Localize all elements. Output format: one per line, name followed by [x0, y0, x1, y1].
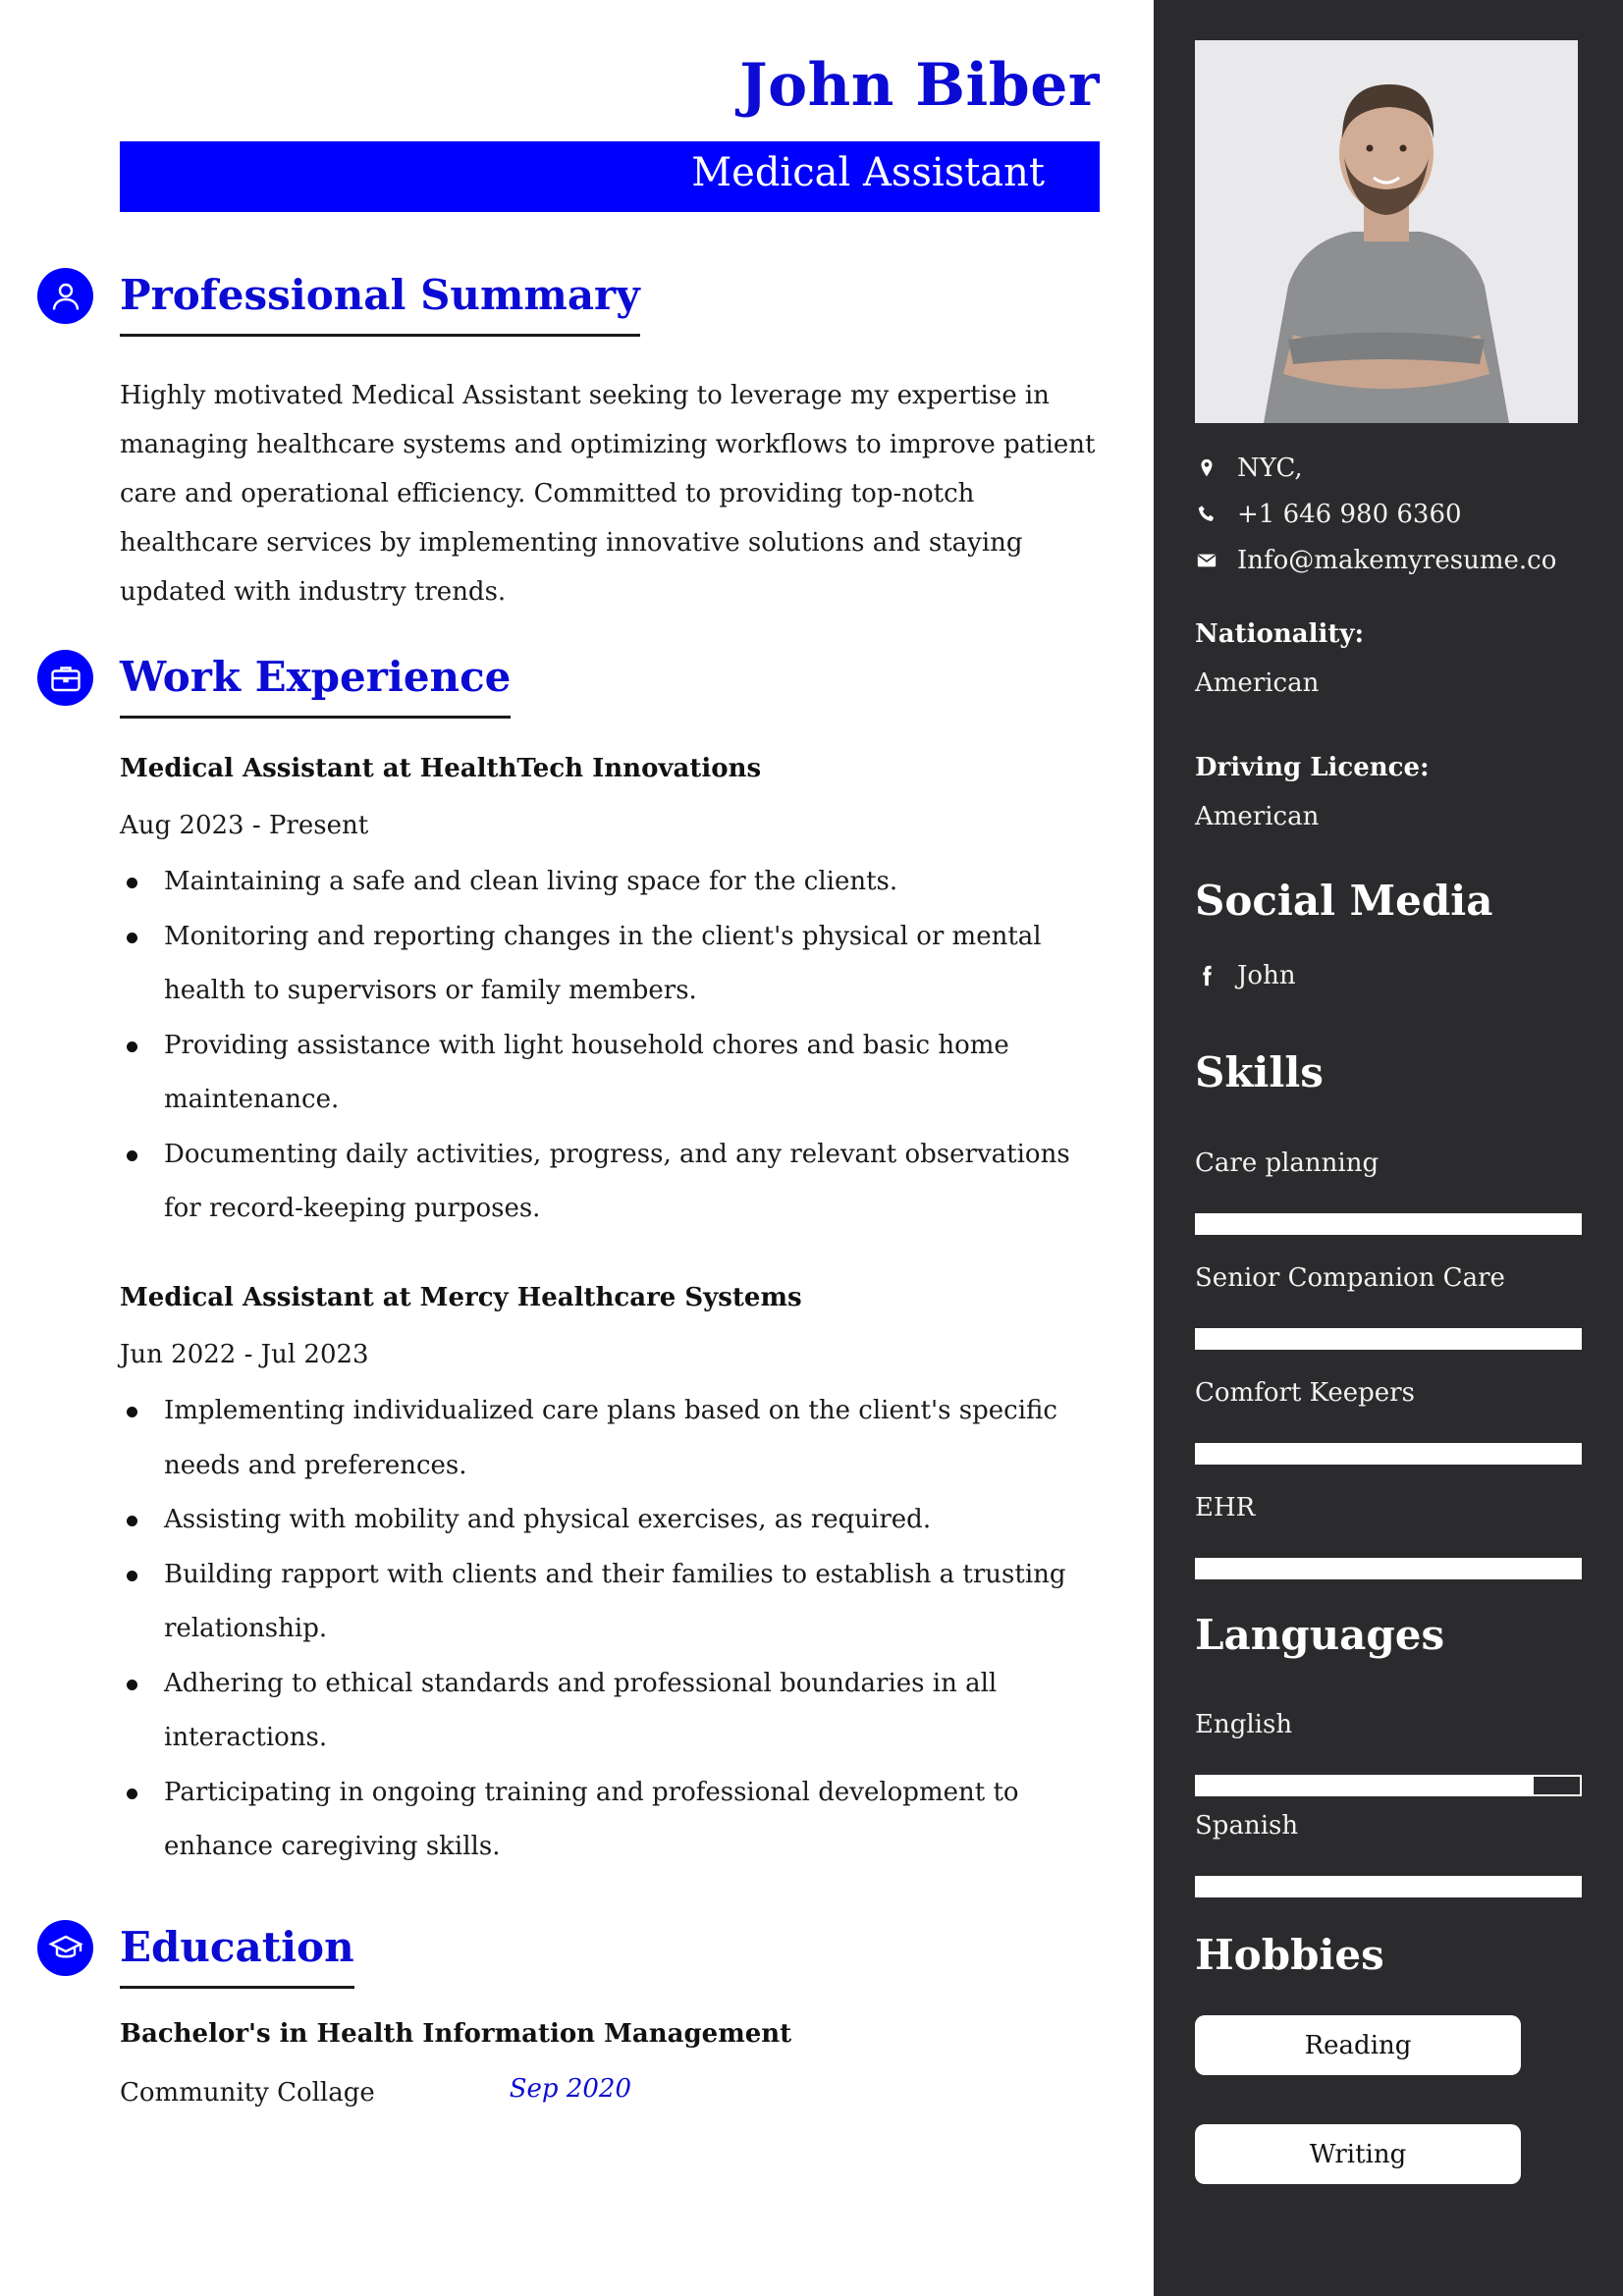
job-date: Jun 2022 - Jul 2023 — [120, 1340, 369, 1369]
role-title: Medical Assistant — [691, 150, 1045, 195]
list-item: Building rapport with clients and their families to establish a trusting relationship. — [120, 1548, 1111, 1657]
sidebar — [1154, 0, 1623, 2296]
hobby-chip: Reading — [1195, 2015, 1521, 2075]
contact-phone — [1195, 500, 1462, 529]
nationality-value: American — [1195, 668, 1320, 698]
list-item: Maintaining a safe and clean living space for the clients. — [120, 855, 1111, 910]
skill-bar-fill — [1197, 1215, 1580, 1233]
skill-name: Senior Companion Care — [1195, 1263, 1505, 1293]
skill-bar — [1195, 1443, 1582, 1465]
list-item: Monitoring and reporting changes in the client's physical or mental health to supervisors or family members. — [120, 910, 1111, 1019]
email-link[interactable]: Info@makemyresume.co — [1237, 546, 1557, 575]
graduation-cap-icon — [37, 1920, 93, 1976]
list-item: Documenting daily activities, progress, and any relevant observations for record-keeping purposes. — [120, 1128, 1111, 1237]
education-degree: Bachelor's in Health Information Management — [120, 2019, 792, 2049]
job-bullets — [120, 855, 1111, 1237]
hobby-chip: Writing — [1195, 2124, 1521, 2184]
language-bar — [1195, 1775, 1582, 1796]
social-link-facebook[interactable] — [1195, 961, 1296, 990]
list-item: Implementing individualized care plans based on the client's specific needs and preferences. — [120, 1384, 1111, 1493]
list-item: Adhering to ethical standards and professional boundaries in all interactions. — [120, 1657, 1111, 1766]
skill-bar-fill — [1197, 1330, 1580, 1348]
skill-name: EHR — [1195, 1493, 1256, 1522]
education-school: Community Collage — [120, 2078, 375, 2108]
location-text: NYC, — [1237, 454, 1303, 483]
skill-name: Comfort Keepers — [1195, 1378, 1415, 1408]
skill-bar — [1195, 1213, 1582, 1235]
phone-icon — [1195, 503, 1218, 526]
skill-bar — [1195, 1558, 1582, 1579]
skill-bar-fill — [1197, 1560, 1580, 1577]
candidate-name: John Biber — [739, 51, 1100, 120]
work-heading: Work Experience — [120, 653, 511, 719]
licence-label: Driving Licence: — [1195, 753, 1430, 782]
profile-photo — [1195, 40, 1578, 423]
job-title: Medical Assistant at Mercy Healthcare Systems — [120, 1283, 802, 1312]
job-entry — [120, 749, 1111, 1237]
job-date: Aug 2023 - Present — [120, 811, 369, 840]
education-date: Sep 2020 — [509, 2074, 631, 2104]
language-bar-fill — [1197, 1878, 1580, 1896]
languages-heading: Languages — [1195, 1611, 1445, 1659]
language-name: Spanish — [1195, 1811, 1299, 1841]
language-bar — [1195, 1876, 1582, 1897]
job-bullets — [120, 1384, 1111, 1875]
social-label: John — [1237, 961, 1296, 990]
list-item: Providing assistance with light household chores and basic home maintenance. — [120, 1019, 1111, 1128]
skill-bar — [1195, 1328, 1582, 1350]
language-bar-fill — [1197, 1777, 1534, 1794]
envelope-icon — [1195, 549, 1218, 572]
phone-text[interactable]: +1 646 980 6360 — [1237, 500, 1462, 529]
skills-heading: Skills — [1195, 1048, 1324, 1096]
hobbies-heading: Hobbies — [1195, 1931, 1384, 1979]
licence-value: American — [1195, 802, 1320, 831]
summary-heading: Professional Summary — [120, 271, 640, 337]
list-item: Assisting with mobility and physical exercises, as required. — [120, 1493, 1111, 1548]
facebook-icon — [1195, 964, 1218, 988]
skill-name: Care planning — [1195, 1148, 1380, 1178]
contact-location — [1195, 454, 1303, 483]
language-name: English — [1195, 1710, 1293, 1739]
nationality-label: Nationality: — [1195, 619, 1365, 649]
role-banner — [120, 141, 1100, 212]
skill-bar-fill — [1197, 1445, 1580, 1463]
contact-email — [1195, 546, 1556, 575]
map-pin-icon — [1195, 456, 1218, 480]
social-heading: Social Media — [1195, 877, 1493, 925]
list-item: Participating in ongoing training and professional development to enhance caregiving skills. — [120, 1766, 1111, 1875]
briefcase-icon — [37, 650, 93, 706]
job-entry — [120, 1278, 1111, 1875]
user-icon — [37, 268, 93, 324]
education-heading: Education — [120, 1923, 354, 1989]
summary-text: Highly motivated Medical Assistant seeking to leverage my expertise in managing healthcare systems and optimizing workflows to improve patient care and operational efficiency. Committed to providing top-notch healthcare services by implementing innovative solutions and staying updated with industry trends. — [120, 381, 1096, 607]
job-title: Medical Assistant at HealthTech Innovations — [120, 754, 762, 783]
